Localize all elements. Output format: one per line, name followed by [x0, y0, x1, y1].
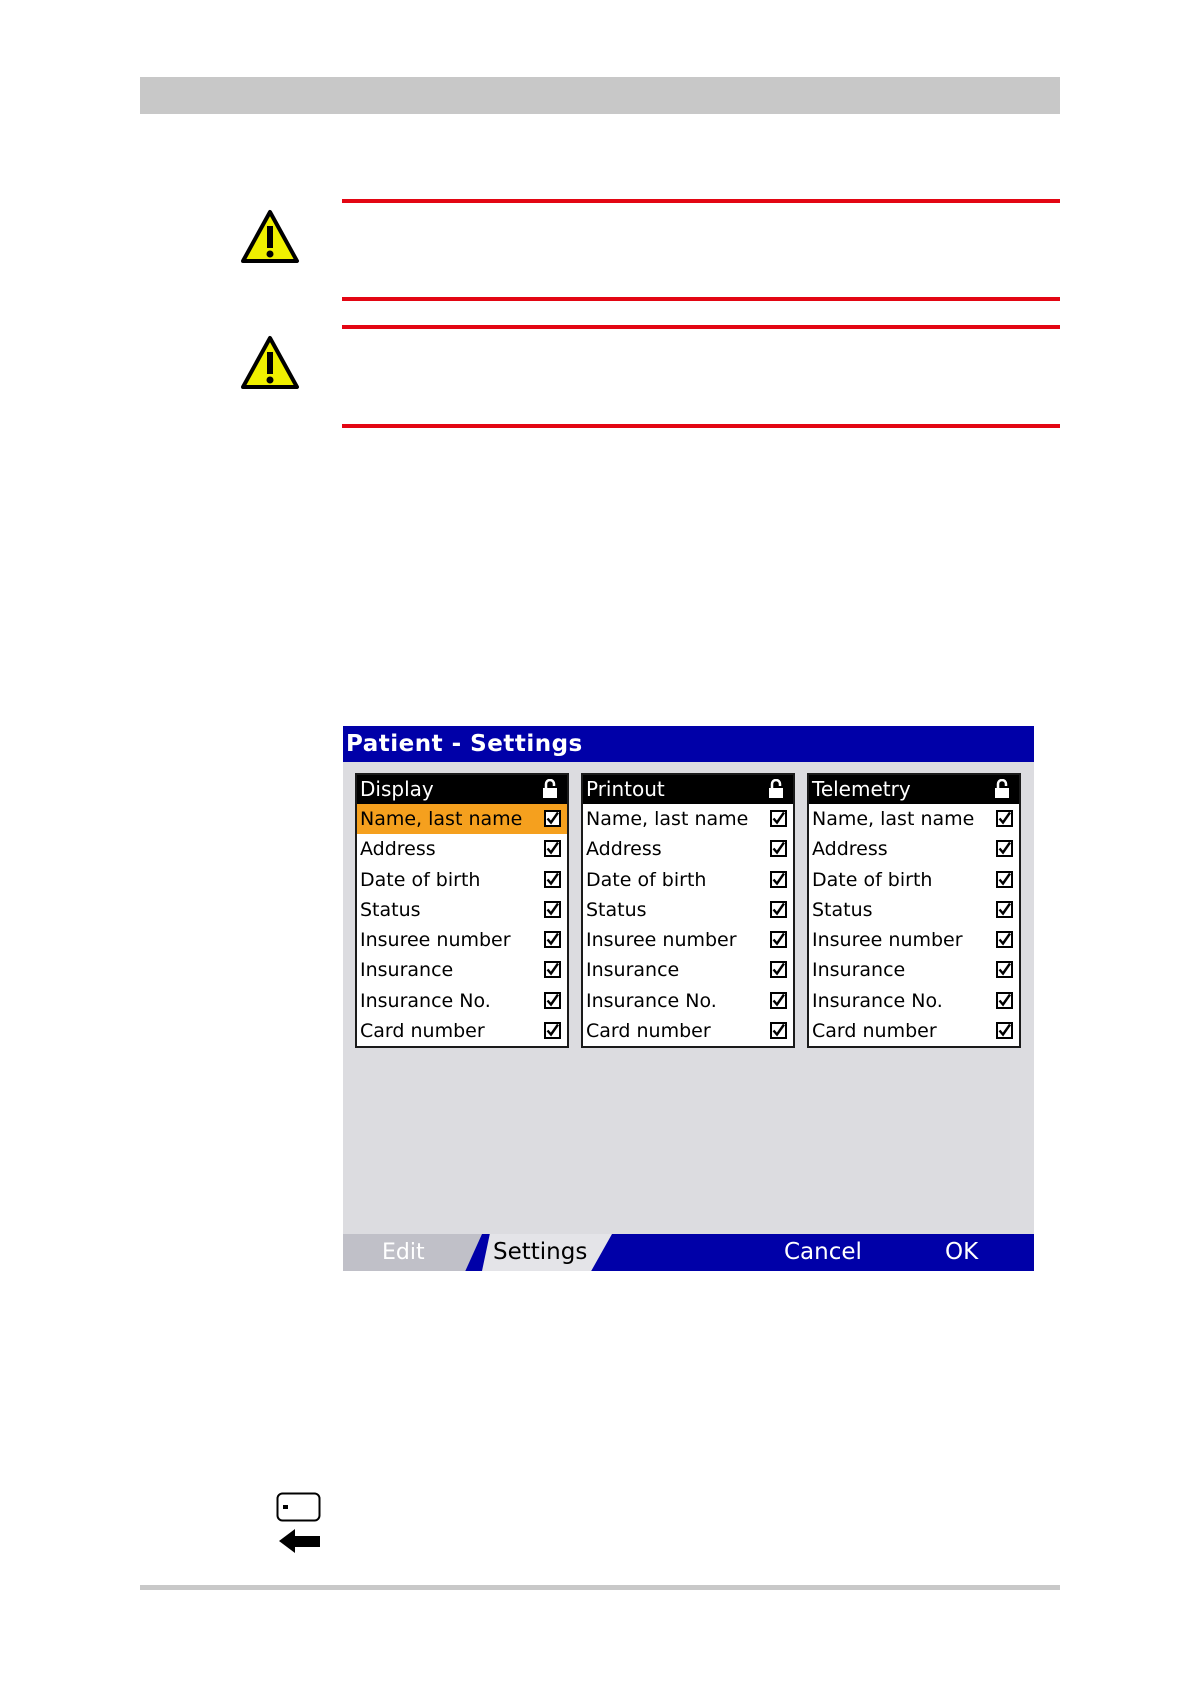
- checkbox-checked-icon[interactable]: [996, 1022, 1013, 1039]
- checkbox-checked-icon[interactable]: [996, 840, 1013, 857]
- warning-top-rule: [342, 325, 1060, 329]
- list-item[interactable]: [809, 955, 1019, 985]
- list-item-label: Status: [586, 898, 647, 921]
- checkbox-checked-icon[interactable]: [770, 840, 787, 857]
- page-footer-rule: [140, 1585, 1060, 1590]
- list-item[interactable]: [583, 955, 793, 985]
- panel-title: Telemetry: [812, 777, 911, 801]
- page-header-bar: [140, 77, 1060, 114]
- checkbox-checked-icon[interactable]: [770, 931, 787, 948]
- key-button-icon: [276, 1492, 321, 1522]
- checkbox-checked-icon[interactable]: [770, 992, 787, 1009]
- checkbox-checked-icon[interactable]: [996, 901, 1013, 918]
- warning-bottom-rule: [342, 297, 1060, 301]
- list-item[interactable]: [809, 1016, 1019, 1046]
- checkbox-checked-icon[interactable]: [770, 1022, 787, 1039]
- list-item-label: Insurance No.: [586, 989, 717, 1012]
- back-arrow-icon: [279, 1528, 321, 1554]
- panel-header: [357, 775, 567, 804]
- panel-item-list: [583, 804, 793, 1046]
- checkbox-checked-icon[interactable]: [544, 871, 561, 888]
- list-item-label: Insurance No.: [360, 989, 491, 1012]
- lock-icon[interactable]: [542, 779, 558, 799]
- device-screen: [343, 726, 1034, 1271]
- list-item[interactable]: [583, 1016, 793, 1046]
- checkbox-checked-icon[interactable]: [544, 1022, 561, 1039]
- list-item-label: Name, last name: [812, 808, 975, 830]
- checkbox-checked-icon[interactable]: [544, 961, 561, 978]
- checkbox-checked-icon[interactable]: [770, 871, 787, 888]
- list-item-label: Status: [812, 898, 873, 921]
- list-item-label: Date of birth: [812, 868, 933, 891]
- list-item-label: Insuree number: [360, 929, 511, 952]
- checkbox-checked-icon[interactable]: [770, 901, 787, 918]
- lock-icon[interactable]: [994, 779, 1010, 799]
- checkbox-checked-icon[interactable]: [544, 810, 561, 827]
- list-item[interactable]: [357, 865, 567, 895]
- list-item-label: Address: [360, 838, 436, 861]
- checkbox-checked-icon[interactable]: [544, 840, 561, 857]
- list-item[interactable]: [809, 865, 1019, 895]
- checkbox-checked-icon[interactable]: [996, 931, 1013, 948]
- list-item-label: Date of birth: [360, 868, 481, 891]
- list-item[interactable]: [809, 925, 1019, 955]
- checkbox-checked-icon[interactable]: [544, 931, 561, 948]
- panel-printout: [581, 773, 795, 1048]
- panel-header: [809, 775, 1019, 804]
- panel-title: Printout: [586, 777, 665, 801]
- tab-edit-label[interactable]: Edit: [382, 1240, 425, 1265]
- list-item-label: Insuree number: [586, 929, 737, 952]
- list-item-label: Address: [586, 838, 662, 861]
- list-item-label: Insuree number: [812, 929, 963, 952]
- checkbox-checked-icon[interactable]: [996, 961, 1013, 978]
- list-item[interactable]: [809, 895, 1019, 925]
- checkbox-checked-icon[interactable]: [770, 961, 787, 978]
- list-item[interactable]: [583, 865, 793, 895]
- list-item[interactable]: [583, 895, 793, 925]
- panel-telemetry: [807, 773, 1021, 1048]
- ok-button[interactable]: OK: [945, 1239, 979, 1265]
- checkbox-checked-icon[interactable]: [544, 901, 561, 918]
- list-item[interactable]: [809, 804, 1019, 834]
- list-item[interactable]: [357, 804, 567, 834]
- checkbox-checked-icon[interactable]: [996, 992, 1013, 1009]
- lock-icon[interactable]: [768, 779, 784, 799]
- warning-bottom-rule: [342, 424, 1060, 428]
- tab-settings-label[interactable]: Settings: [493, 1239, 588, 1265]
- checkbox-checked-icon[interactable]: [770, 810, 787, 827]
- list-item-label: Insurance: [812, 959, 906, 982]
- list-item-label: Name, last name: [586, 808, 749, 830]
- list-item[interactable]: [357, 955, 567, 985]
- list-item-label: Status: [360, 898, 421, 921]
- list-item-label: Insurance: [586, 959, 680, 982]
- panel-title: Display: [360, 777, 434, 801]
- list-item[interactable]: [357, 1016, 567, 1046]
- list-item[interactable]: [357, 986, 567, 1016]
- checkbox-checked-icon[interactable]: [996, 810, 1013, 827]
- list-item[interactable]: [357, 925, 567, 955]
- panel-item-list: [809, 804, 1019, 1046]
- list-item[interactable]: [583, 804, 793, 834]
- screen-title: Patient - Settings: [343, 726, 1034, 762]
- list-item[interactable]: [583, 986, 793, 1016]
- warning-triangle-icon: [240, 335, 300, 391]
- list-item[interactable]: [583, 834, 793, 864]
- panel-item-list: [357, 804, 567, 1046]
- checkbox-checked-icon[interactable]: [544, 992, 561, 1009]
- checkbox-checked-icon[interactable]: [996, 871, 1013, 888]
- list-item-label: Card number: [360, 1020, 485, 1043]
- list-item-label: Card number: [586, 1020, 711, 1043]
- list-item[interactable]: [357, 834, 567, 864]
- panel-display: [355, 773, 569, 1048]
- list-item-label: Insurance No.: [812, 989, 943, 1012]
- list-item-label: Card number: [812, 1020, 937, 1043]
- list-item-label: Name, last name: [360, 808, 523, 830]
- list-item[interactable]: [809, 986, 1019, 1016]
- warning-top-rule: [342, 199, 1060, 203]
- warning-triangle-icon: [240, 209, 300, 265]
- cancel-button[interactable]: Cancel: [784, 1239, 862, 1265]
- list-item-label: Address: [812, 838, 888, 861]
- panel-header: [583, 775, 793, 804]
- list-item-label: Insurance: [360, 959, 454, 982]
- list-item[interactable]: [809, 834, 1019, 864]
- list-item-label: Date of birth: [586, 868, 707, 891]
- list-item[interactable]: [357, 895, 567, 925]
- list-item[interactable]: [583, 925, 793, 955]
